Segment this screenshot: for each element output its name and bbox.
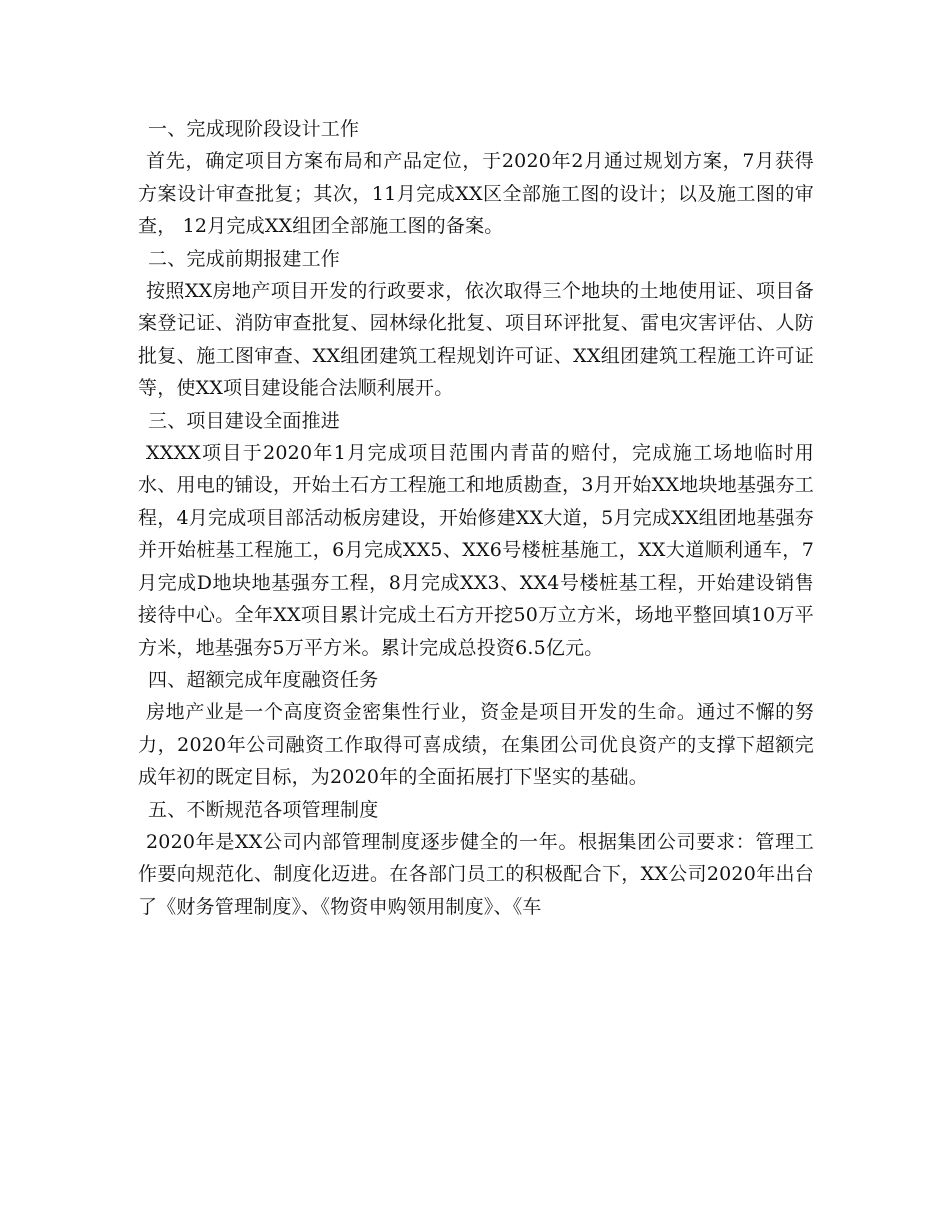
section-3-body: XXXX项目于2020年1月完成项目范围内青苗的赔付，完成施工场地临时用水、用电的铺设，开始土石方工程施工和地质勘查，3月开始XX地块地基强夯工程，4月完成项目部活动板房建设，开始修建XX大道，5月完成XX组团地基强夯并开始桩基工程施工，6月完成XX5、XX6号楼桩基施工，XX大道顺利通车，7月完成D地块地基强夯工程，8月完成XX3、XX4号楼桩基工程，开始建设销售接待中心。全年XX项目累计完成土石方开挖50万立方米，场地平整回填10万平方米，地基强夯5万平方米。累计完成总投资6.5亿元。 [138,442,814,659]
section-1-body: 首先，确定项目方案布局和产品定位，于2020年2月通过规划方案，7月获得方案设计审查批复；其次，11月完成XX区全部施工图的设计；以及施工图的审查， 12月完成XX组团全部施工图的备案。 [138,150,814,238]
section-2-heading: 二、完成前期报建工作 [148,247,341,270]
document-page [138,113,814,923]
section-2-body: 按照XX房地产项目开发的行政要求，依次取得三个地块的土地使用证、项目备案登记证、消防审查批复、园林绿化批复、项目环评批复、雷电灾害评估、人防批复、施工图审查、XX组团建筑工程规划许可证、XX组团建筑工程施工许可证等，使XX项目建设能合法顺利展开。 [138,280,814,400]
section-4-body: 房地产业是一个高度资金密集性行业，资金是项目开发的生命。通过不懈的努力，2020年公司融资工作取得可喜成绩，在集团公司优良资产的支撑下超额完成年初的既定目标，为2020年的全面拓展打下坚实的基础。 [138,701,814,789]
section-4-heading: 四、超额完成年度融资任务 [148,668,379,691]
section-3-heading: 三、项目建设全面推进 [148,409,341,432]
section-5-body: 2020年是XX公司内部管理制度逐步健全的一年。根据集团公司要求：管理工作要向规范化、制度化迈进。在各部门员工的积极配合下，XX公司2020年出台了《财务管理制度》、《物资申购领用制度》、《车 [138,830,814,918]
section-1-heading: 一、完成现阶段设计工作 [148,118,360,140]
section-5-heading: 五、不断规范各项管理制度 [148,798,379,821]
